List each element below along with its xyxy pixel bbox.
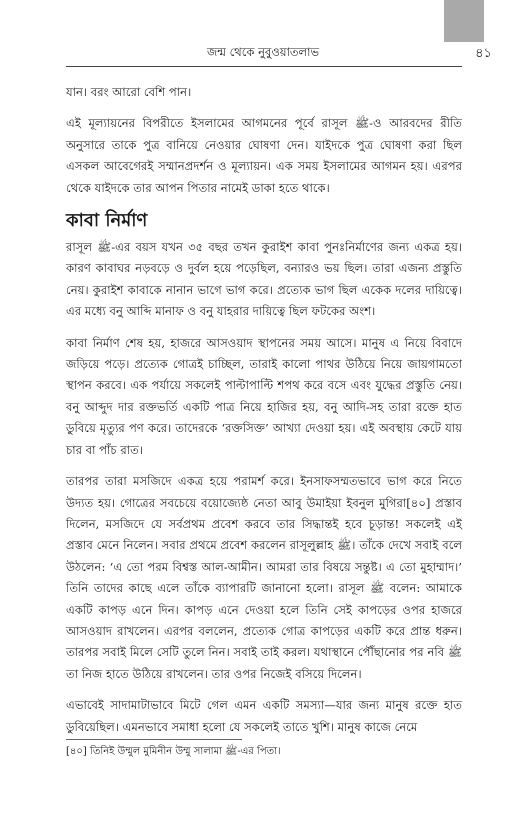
running-head-title: জন্ম থেকে নুবুওয়াতলাভ xyxy=(206,45,320,59)
page-corner-tab xyxy=(444,0,484,42)
body-paragraph: কাবা নির্মাণ শেষ হয়, হাজরে আসওয়াদ স্থাপনের সময় আসে। মানুষ এ নিয়ে বিবাদে জড়িয়ে পড়ে। প্রত্যেক গোত্রই চাচ্ছিল, তারাই কালো পাথর উঠিয়ে নিয়ে জায়গামতো স্থাপন করবে। এক পর্যায়ে সকলেই পাল্টাপাল্টি শপথ করে বসে এবং যুদ্ধের প্রস্তুতি নেয়। বনু আব্দুদ দার রক্তভর্তি একটি পাত্র নিয়ে হাজির হয়, বনু আদি-সহ তারা রক্তে হাত ডুবিয়ে মৃত্যুর পণ করে। তাদেরকে ‘রক্তসিক্ত’ আখ্যা দেওয়া হয়। এই অবস্থায় কেটে যায় চার বা পাঁচ রাত। xyxy=(66,335,462,457)
intro-paragraph: এই মূল্যায়নের বিপরীতে ইসলামের আগমনের পূর্বে রাসূল ﷺ-ও আরবদের রীতি অনুসারে তাকে পুত্র বানিয়ে নেওয়ার ঘোষণা দেন। যাইদকে পুত্র ঘোষণা করা ছিল এসকল আবেগেরই সম্মানপ্রদর্শন ও মূল্যায়ন। এক সময় ইসলামের আগমন হয়। এরপর থেকে যাইদকে তার আপন পিতার নামেই ডাকা হতে থাকে। xyxy=(66,116,463,195)
page-number: ৪১ xyxy=(475,46,492,61)
footnote-divider xyxy=(66,739,242,740)
header-divider xyxy=(66,66,462,67)
footnote: [৪০] তিনিই উম্মুল মুমিনীন উম্মু সালামা ﷺ-এর পিতা। xyxy=(66,746,281,757)
body-paragraph: এভাবেই সাদামাটাভাবে মিটে গেল এমন একটি সমস্যা—যার জন্য মানুষ রক্তে হাত ডুবিয়েছিল। এমনভাবে সমাধা হলো যে সকলেই তাতে খুশি। মানুষ কাজে নেমে xyxy=(66,698,462,734)
page-body xyxy=(66,82,462,748)
section-heading: কাবা নির্মাণ xyxy=(66,210,148,232)
body-paragraph: তারপর তারা মসজিদে একত্র হয়ে পরামর্শ করে। ইনসাফসম্মতভাবে ভাগ করে নিতে উদ্যত হয়। গোত্রের সবচেয়ে বয়োজ্যেষ্ঠ নেতা আবু উমাইয়া ইবনুল মুগিরা[৪০] প্রস্তাব দিলেন, মসজিদে যে সর্বপ্রথম প্রবেশ করবে তার সিদ্ধান্তই হবে চূড়ান্ত! সকলেই এই প্রস্তাব মেনে নিলেন। সবার প্রথমে প্রবেশ করলেন রাসূলুল্লাহ ﷺ। তাঁকে দেখে সবাই বলে উঠলেন: ‘এ তো পরম বিশ্বস্ত আল-আমীন। আমরা তার বিষয়ে সন্তুষ্ট। এ তো মুহাম্মাদ।’ তিনি তাদের কাছে এলে তাঁকে ব্যাপারটি জানানো হলো। রাসূল ﷺ বলেন: আমাকে একটি কাপড় এনে দিন। কাপড় এনে দেওয়া হলে তিনি সেই কাপড়ের ওপর হাজরে আসওয়াদ রাখলেন। এরপর বললেন, প্রত্যেক গোত্র কাপড়ের একটি করে প্রান্ত ধরুন। তারপর সবাই মিলে সেটি তুলে নিন। সবাই তাই করল। যথাস্থানে পৌঁছানোর পর নবি ﷺ তা নিজ হাতে উঠিয়ে রাখলেন। তার ওপর নিজেই বসিয়ে দিলেন। xyxy=(66,474,462,681)
intro-paragraph: যান। বরং আরো বেশি পান। xyxy=(66,85,192,99)
body-paragraph: রাসূল ﷺ-এর বয়স যখন ৩৫ বছর তখন কুরাইশ কাবা পুনঃনির্মাণের জন্য একত্র হয়। কারণ কাবাঘর নড়বড়ে ও দুর্বল হয়ে পড়েছিল, বন্যারও ভয় ছিল। তারা এজন্য প্রস্তুতি নেয়। কুরাইশ কাবাকে নানান ভাগে ভাগ করে। প্রত্যেক ভাগ ছিল একেক দলের দায়িত্বে। এর মধ্যে বনু আব্দি মানাফ ও বনু যাহরার দায়িত্বে ছিল ফটকের অংশ। xyxy=(66,240,462,319)
